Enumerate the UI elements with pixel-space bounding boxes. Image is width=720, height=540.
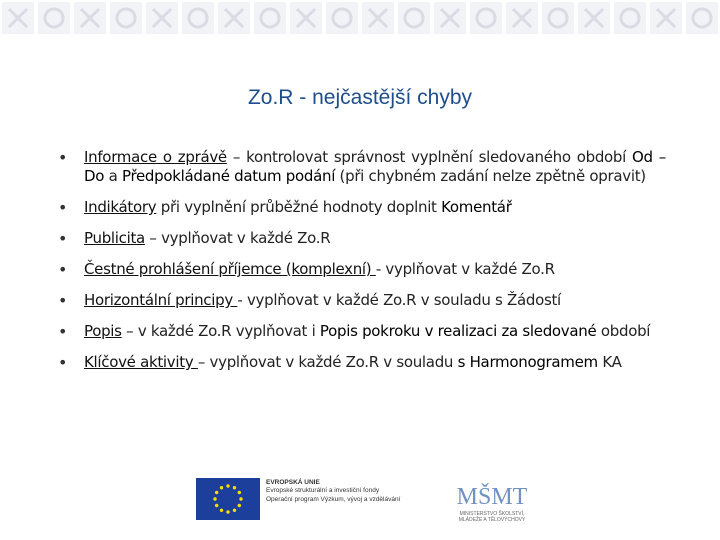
eu-star	[220, 509, 223, 512]
bullet-heading: Klíčové aktivity	[84, 353, 198, 371]
bullet-dot-icon: •	[58, 353, 68, 372]
bullet-text: – v každé Zo.R vyplňovat i	[121, 322, 320, 340]
bullet-dot-icon: •	[58, 260, 68, 279]
msmt-logo-icon	[452, 478, 532, 512]
bullet-dot-icon: •	[58, 229, 68, 248]
eu-star	[239, 497, 242, 500]
eu-star	[215, 491, 218, 494]
eu-flag-icon	[196, 478, 260, 520]
bullet-item	[58, 291, 666, 310]
bullet-text: - vyplňovat v každé Zo.R v souladu s Žádostí	[237, 291, 561, 309]
eu-star	[238, 491, 241, 494]
bullet-text: – vyplňovat v každé Zo.R v souladu	[197, 353, 458, 371]
bullet-text: (při chybném zadání nelze zpětně opravit)	[335, 167, 646, 185]
bullet-text: a	[104, 167, 122, 185]
eu-star	[226, 484, 229, 487]
bullet-item	[58, 148, 666, 186]
bullet-item	[58, 198, 666, 217]
bullet-item	[58, 322, 666, 341]
bullet-heading: Publicita	[84, 229, 145, 247]
bullet-text: období	[596, 322, 651, 340]
slide-title: Zo.R - nejčastější chyby	[247, 86, 473, 109]
pattern-graphic	[0, 0, 720, 38]
eu-text-block	[266, 479, 446, 504]
bullet-text: - vyplňovat v každé Zo.R	[375, 260, 555, 278]
bullet-dot-icon: •	[58, 148, 68, 167]
bullet-text: Komentář	[441, 198, 512, 216]
decorative-header-pattern	[0, 0, 720, 38]
msmt-logo-text: MŠMT	[456, 484, 528, 510]
bullet-text: Od – Do	[84, 148, 666, 185]
eu-star	[220, 486, 223, 489]
bullet-text: – vyplňovat v každé Zo.R	[144, 229, 331, 247]
bullet-item	[58, 260, 666, 279]
bullet-heading: Čestné prohlášení příjemce (komplexní)	[84, 260, 376, 278]
eu-star	[213, 497, 216, 500]
bullet-text: KA	[597, 353, 622, 371]
bullet-text: při vyplnění průběžné hodnoty doplnit	[156, 198, 442, 216]
bullet-text: – kontrolovat správnost vyplnění sledovaného období	[226, 148, 633, 166]
bullet-heading: Popis	[84, 322, 122, 340]
bullet-text: Předpokládané datum podání	[121, 167, 336, 185]
eu-star	[233, 486, 236, 489]
bullet-text: Popis pokroku v realizaci za sledované	[319, 322, 597, 340]
bullet-text: s Harmonogramem	[457, 353, 598, 371]
footer-logos	[196, 476, 536, 522]
eu-line: EVROPSKÁ UNIE	[266, 479, 320, 486]
eu-star	[238, 504, 241, 507]
ministry-logo	[452, 478, 532, 522]
eu-line: Operační program Výzkum, vývoj a vzdělávání	[266, 495, 401, 503]
ministry-caption: MINISTERSTVO ŠKOLSTVÍ, MLÁDEŽE A TĚLOVÝCHOVY	[458, 511, 526, 523]
bullet-item	[58, 353, 666, 372]
bullet-dot-icon: •	[58, 198, 68, 217]
eu-star	[215, 504, 218, 507]
bullet-dot-icon: •	[58, 291, 68, 310]
eu-line: Evropské strukturální a investiční fondy	[266, 487, 380, 495]
bullet-dot-icon: •	[58, 322, 68, 341]
bullet-item	[58, 229, 666, 248]
bullet-heading: Indikátory	[84, 198, 157, 216]
bullet-list	[58, 148, 666, 384]
bullet-heading: Horizontální principy	[84, 291, 238, 309]
eu-star	[226, 510, 229, 513]
eu-star	[233, 509, 236, 512]
bullet-heading: Informace o zprávě	[84, 148, 227, 166]
